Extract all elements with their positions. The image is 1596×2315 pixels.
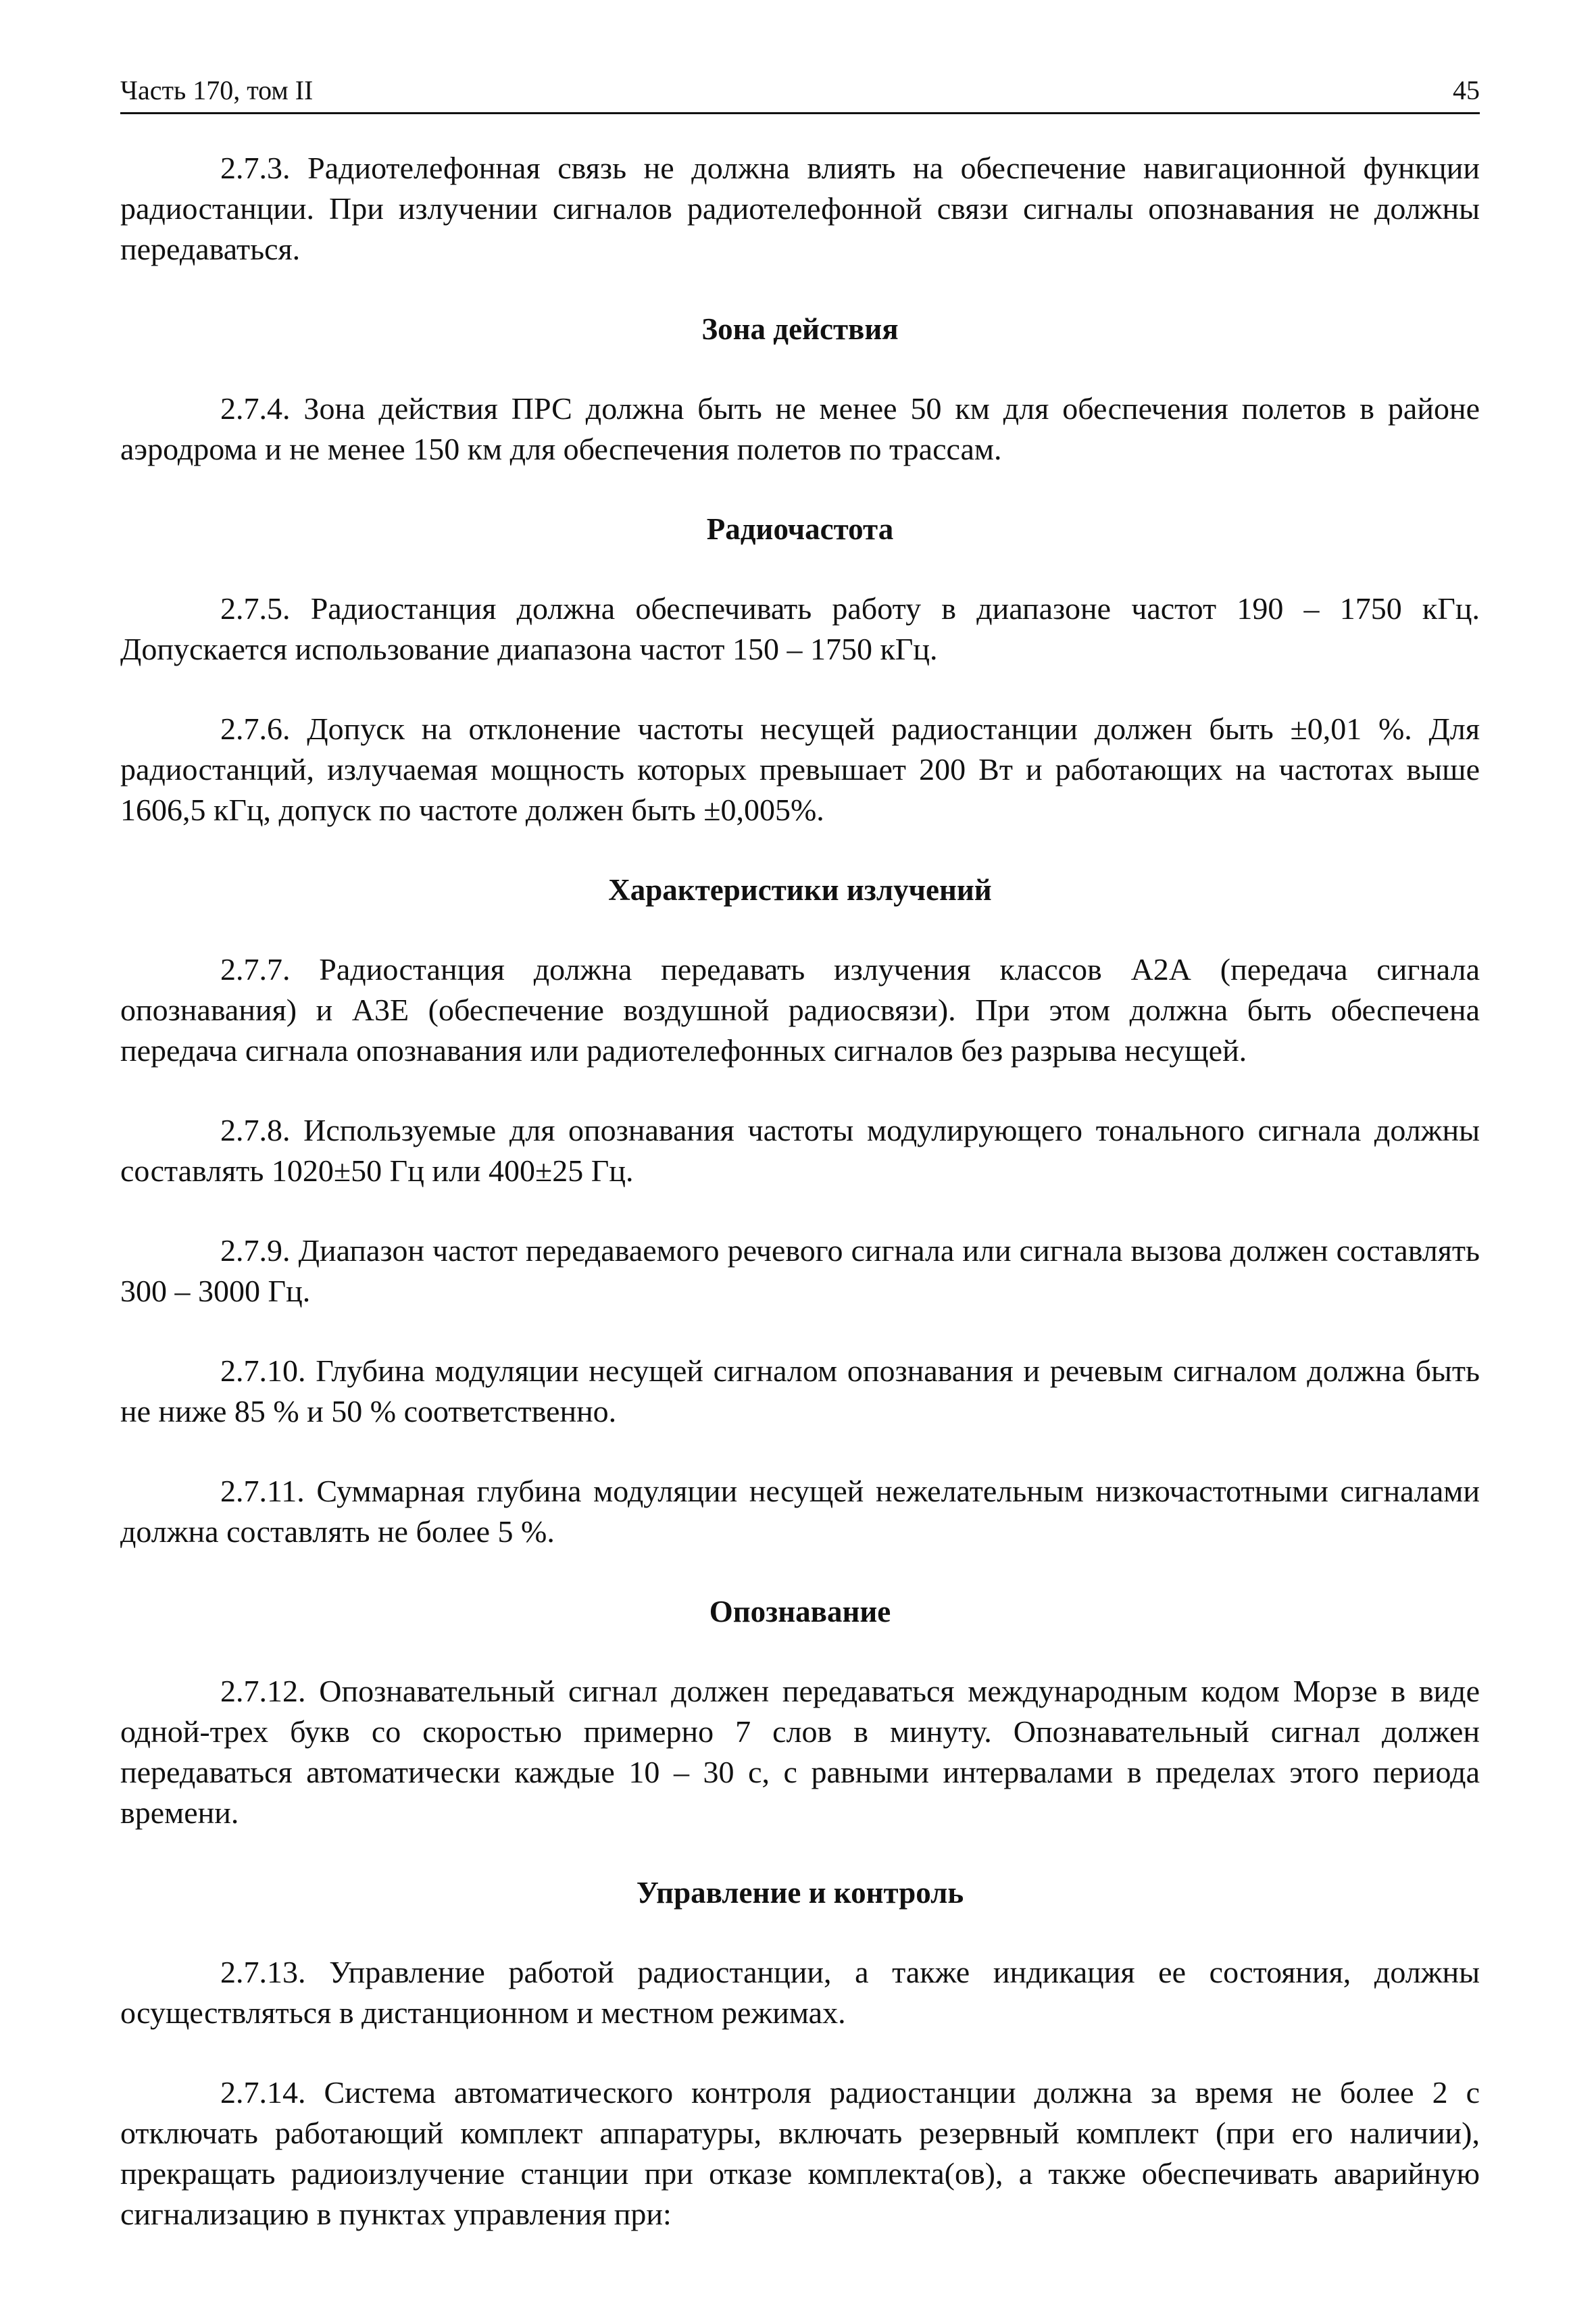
paragraph-2-7-12: 2.7.12. Опознавательный сигнал должен передаваться международным кодом Морзе в виде одной-трех букв со скоростью примерно 7 слов в минуту. Опознавательный сигнал должен передаваться автоматически каждые 10 – 30 с, с равными интервалами в пределах этого периода времени. <box>120 1674 1480 1830</box>
paragraph-2-7-13: 2.7.13. Управление работой радиостанции, а также индикация ее состояния, должны осуществляться в дистанционном и местном режимах. <box>120 1955 1480 2030</box>
paragraph-2-7-9: 2.7.9. Диапазон частот передаваемого речевого сигнала или сигнала вызова должен составлять 300 – 3000 Гц. <box>120 1233 1480 1308</box>
paragraph-2-7-4: 2.7.4. Зона действия ПРС должна быть не менее 50 км для обеспечения полетов в районе аэродрома и не менее 150 км для обеспечения полетов по трассам. <box>120 391 1480 466</box>
paragraph-2-7-3: 2.7.3. Радиотелефонная связь не должна влиять на обеспечение навигационной функции радиостанции. При излучении сигналов радиотелефонной связи сигналы опознавания не должны передаваться. <box>120 151 1480 266</box>
paragraph-2-7-5: 2.7.5. Радиостанция должна обеспечивать работу в диапазоне частот 190 – 1750 кГц. Допускается использование диапазона частот 150 – 1750 кГц. <box>120 591 1480 666</box>
paragraph-2-7-10: 2.7.10. Глубина модуляции несущей сигналом опознавания и речевым сигналом должна быть не ниже 85 % и 50 % соответственно. <box>120 1353 1480 1428</box>
page-number: 45 <box>1453 75 1480 105</box>
header-part-volume: Часть 170, том II <box>120 75 314 105</box>
paragraph-2-7-8: 2.7.8. Используемые для опознавания частоты модулирующего тонального сигнала должны составлять 1020±50 Гц или 400±25 Гц. <box>120 1113 1480 1188</box>
document-page <box>120 74 1480 2235</box>
paragraph-2-7-7: 2.7.7. Радиостанция должна передавать излучения классов А2А (передача сигнала опознавания) и А3Е (обеспечение воздушной радиосвязи). При этом должна быть обеспечена передача сигнала опознавания или радиотелефонных сигналов без разрыва несущей. <box>120 952 1480 1068</box>
running-header <box>120 74 1480 114</box>
section-heading-zone: Зона действия <box>701 312 899 346</box>
document-body <box>120 148 1480 2235</box>
section-heading-radio-frequency: Радиочастота <box>706 512 894 546</box>
paragraph-2-7-14: 2.7.14. Система автоматического контроля радиостанции должна за время не более 2 с отключать работающий комплект аппаратуры, включать резервный комплект (при его наличии), прекращать радиоизлучение станции при отказе комплекта(ов), а также обеспечивать аварийную сигнализацию в пунктах управления при: <box>120 2075 1480 2231</box>
paragraph-2-7-6: 2.7.6. Допуск на отклонение частоты несущей радиостанции должен быть ±0,01 %. Для радиостанций, излучаемая мощность которых превышает 200 Вт и работающих на частотах выше 1606,5 кГц, допуск по частоте должен быть ±0,005%. <box>120 712 1480 827</box>
section-heading-emission: Характеристики излучений <box>608 873 992 907</box>
section-heading-identification: Опознавание <box>709 1595 891 1628</box>
section-heading-control: Управление и контроль <box>636 1876 964 1910</box>
paragraph-2-7-11: 2.7.11. Суммарная глубина модуляции несущей нежелательным низкочастотными сигналами должна составлять не более 5 %. <box>120 1474 1480 1549</box>
